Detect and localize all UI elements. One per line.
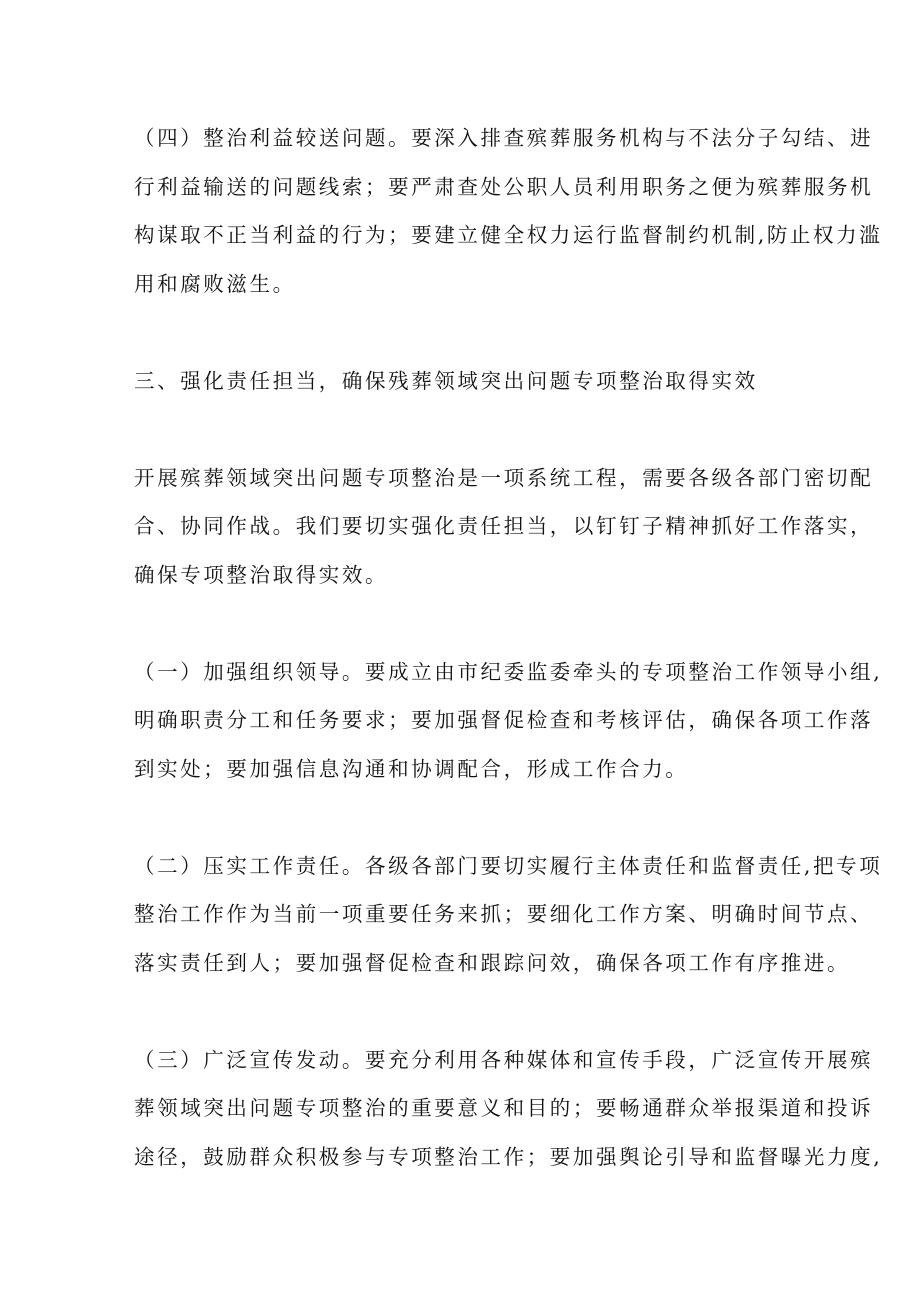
document-page	[134, 114, 883, 1230]
paragraph-item-2	[134, 842, 883, 988]
text-line: （三）广泛宣传发动。要充分利用各种媒体和宣传手段，广泛宣传开展殡	[134, 1047, 874, 1072]
text-line: 构谋取不正当利益的行为；要建立健全权力运行监督制约机制,防止权力滥	[134, 223, 883, 247]
text-line: 行利益输送的问题线索；要严肃查处公职人员利用职务之便为殡葬服务机	[134, 174, 874, 199]
text-line: 确保专项整治取得实效。	[134, 562, 389, 587]
text-line: 整治工作作为当前一项重要任务来抓；要细化工作方案、明确时间节点、	[134, 902, 874, 926]
text-line: 三、强化责任担当，确保残葬领域突出问题专项整治取得实效	[134, 368, 758, 393]
text-line: 葬领域突出问题专项整治的重要意义和目的；要畅通群众举报渠道和投诉	[134, 1096, 874, 1120]
text-line: （一）加强组织领导。要成立由市纪委监委牵头的专项整治工作领导小组,	[134, 659, 883, 684]
text-line: 开展殡葬领域突出问题专项整治是一项系统工程，需要各级各部门密切配	[134, 465, 874, 490]
text-line: 到实处；要加强信息沟通和协调配合，形成工作合力。	[134, 756, 689, 781]
paragraph-section-4	[134, 114, 883, 308]
text-line: 途径，鼓励群众积极参与专项整治工作；要加强舆论引导和监督曝光力度,	[134, 1144, 883, 1169]
text-line: 明确职责分工和任务要求；要加强督促检查和考核评估，确保各项工作落	[134, 708, 874, 732]
paragraph-item-1	[134, 648, 883, 794]
paragraph-item-3	[134, 1036, 883, 1182]
text-line: （四）整治利益较送问题。要深入排查殡葬服务机构与不法分子勾结、进	[134, 126, 874, 150]
text-line: 落实责任到人；要加强督促检查和跟踪问效，确保各项工作有序推进。	[134, 950, 851, 975]
paragraph-intro	[134, 454, 874, 600]
text-line: 合、协同作战。我们要切实强化责任担当，以钉钉子精神抓好工作落实，	[134, 514, 874, 538]
section-heading-3	[134, 357, 814, 406]
text-line: （二）压实工作责任。各级各部门要切实履行主体责任和监督责任,把专项	[134, 853, 883, 878]
text-line: 用和腐败滋生。	[134, 271, 296, 296]
